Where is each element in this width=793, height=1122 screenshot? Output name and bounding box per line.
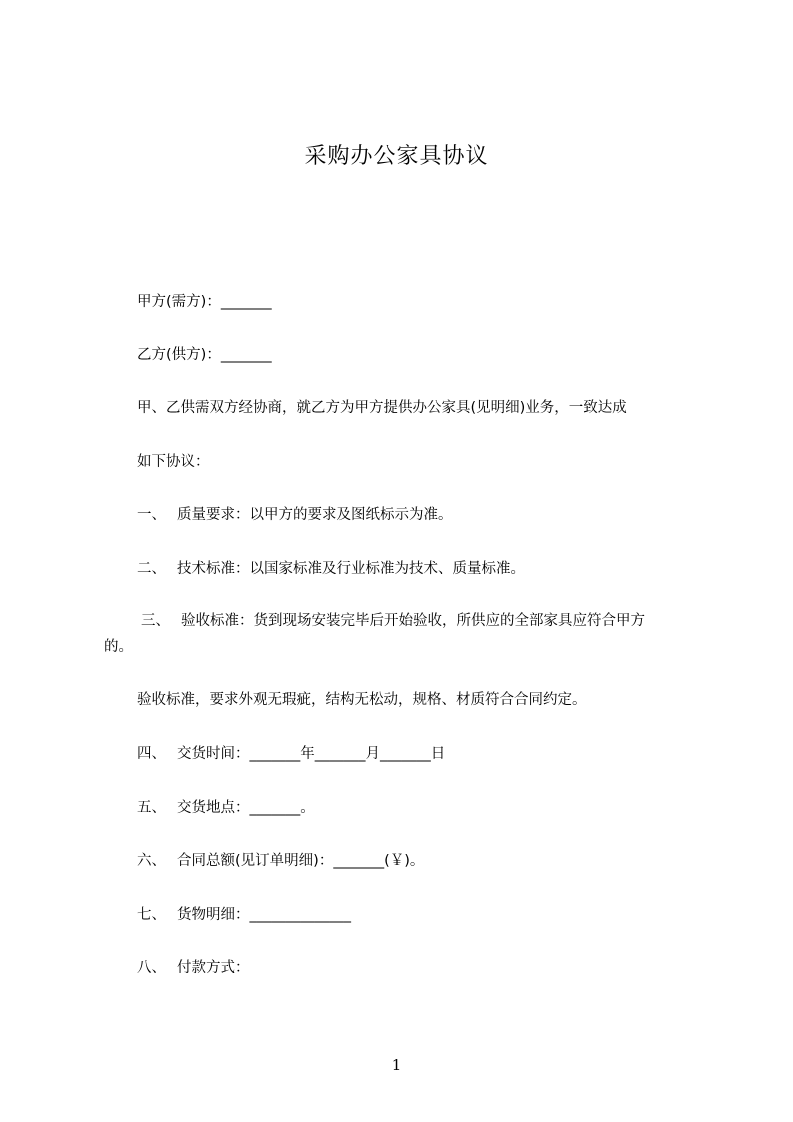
clause-number: 四、 (137, 746, 166, 762)
document-title: 采购办公家具协议 (304, 144, 489, 169)
clause-number: 五、 (137, 800, 166, 816)
clause-number: 一、 (137, 507, 166, 523)
clause-text: 付款方式： (177, 960, 250, 976)
clause-number: 二、 (137, 561, 166, 577)
page-number: 1 (391, 1056, 402, 1074)
clause-3-wrap: 的。 (104, 639, 133, 655)
intro-line-2: 如下协议： (137, 454, 210, 470)
clause-2 (137, 559, 525, 579)
clause-number: 三、 (141, 613, 170, 629)
clause-number: 六、 (137, 853, 166, 869)
clause-text: 验收标准：货到现场安装完毕后开始验收，所供应的全部家具应符合甲方 (181, 613, 645, 629)
clause-1 (137, 505, 453, 525)
clause-5 (137, 798, 315, 818)
party-b-line: 乙方(供方)：_______ (137, 347, 272, 363)
clause-7 (137, 905, 351, 925)
clause-4 (137, 744, 445, 764)
clause-number: 八、 (137, 960, 166, 976)
clause-3 (141, 611, 645, 631)
clause-number: 七、 (137, 907, 166, 923)
clause-text: 交货地点：_______。 (177, 800, 315, 816)
clause-text: 交货时间：_______年_______月_______日 (177, 746, 446, 762)
clause-text: 技术标准：以国家标准及行业标准为技术、质量标准。 (177, 561, 525, 577)
party-a-line: 甲方(需方)：_______ (137, 294, 272, 310)
clause-text: 质量要求：以甲方的要求及图纸标示为准。 (177, 507, 453, 523)
clause-text: 货物明细：______________ (177, 907, 351, 923)
clause-text: 合同总额(见订单明细)：_______(￥)。 (177, 853, 425, 869)
clause-6 (137, 851, 424, 871)
intro-line-1: 甲、乙供需双方经协商，就乙方为甲方提供办公家具(见明细)业务，一致达成 (137, 400, 627, 416)
clause-3-continuation: 验收标准，要求外观无瑕疵，结构无松动，规格、材质符合合同约定。 (137, 692, 587, 708)
clause-8 (137, 958, 250, 978)
